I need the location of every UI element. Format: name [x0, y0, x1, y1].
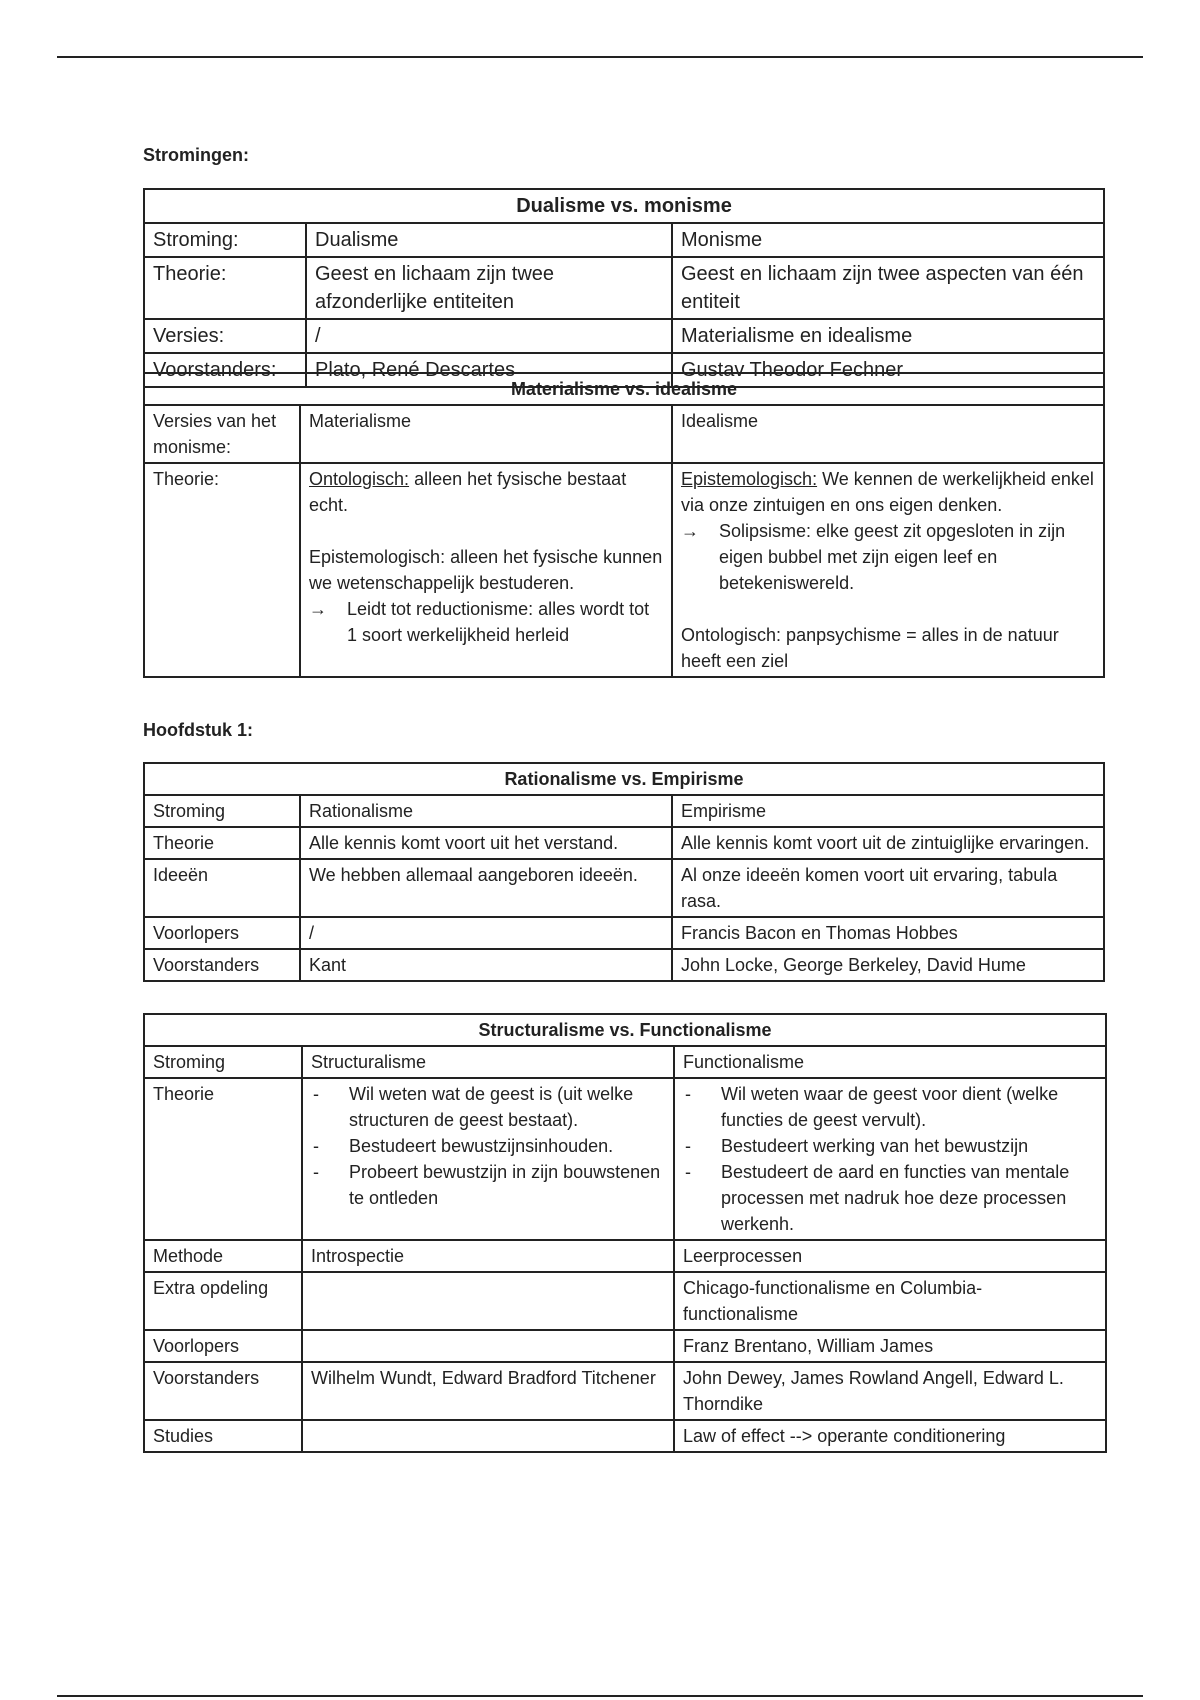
rationalisme-empirisme-table [143, 762, 1105, 982]
table-title: Rationalisme vs. Empirisme [144, 763, 1104, 795]
table-row [144, 1330, 1106, 1362]
row-label: Ideeën [144, 859, 300, 917]
term-label: Ontologisch: [309, 469, 410, 489]
term-text: We kennen de werkelijkheid enkel via onze zintuigen en ons eigen denken. [681, 469, 1094, 515]
table-row [144, 223, 1104, 257]
cell-functionalisme: John Dewey, James Rowland Angell, Edward L. Thorndike [674, 1362, 1106, 1420]
row-label: Voorlopers [144, 917, 300, 949]
bullet-item: - Wil weten wat de geest is (uit welke structuren de geest bestaat). [311, 1081, 665, 1133]
table-row [144, 949, 1104, 981]
cell-structuralisme: Introspectie [302, 1240, 674, 1272]
row-label: Voorstanders [144, 1362, 302, 1420]
row-label: Voorstanders [144, 949, 300, 981]
cell-empirisme: Empirisme [672, 795, 1104, 827]
cell-monisme: Geest en lichaam zijn twee aspecten van één entiteit [672, 257, 1104, 319]
row-label: Versies van het monisme: [144, 405, 300, 463]
table-row [144, 795, 1104, 827]
row-label: Theorie [144, 827, 300, 859]
footer-rule [57, 1695, 1143, 1697]
cell-idealisme-theory [672, 463, 1104, 677]
cell-structuralisme [302, 1420, 674, 1452]
row-label: Theorie: [144, 257, 306, 319]
cell-functionalisme-theory [674, 1078, 1106, 1240]
table-row [144, 319, 1104, 353]
table-row [144, 405, 1104, 463]
cell-dualisme: Plato, René Descartes [306, 353, 672, 387]
cell-rationalisme: Rationalisme [300, 795, 672, 827]
row-label: Voorlopers [144, 1330, 302, 1362]
row-label: Stroming [144, 795, 300, 827]
cell-dualisme: Geest en lichaam zijn twee afzonderlijke entiteiten [306, 257, 672, 319]
table-title: Materialisme vs. idealisme [144, 373, 1104, 405]
table-row [144, 463, 1104, 677]
structuralisme-functionalisme-table [143, 1013, 1107, 1453]
bullet-item: - Probeert bewustzijn in zijn bouwstenen te ontleden [311, 1159, 665, 1211]
table-row [144, 917, 1104, 949]
term-label: Epistemologisch: [681, 469, 818, 489]
table-row [144, 1046, 1106, 1078]
row-label: Stroming: [144, 223, 306, 257]
table-row [144, 1420, 1106, 1452]
cell-rationalisme: We hebben allemaal aangeboren ideeën. [300, 859, 672, 917]
cell-structuralisme-theory [302, 1078, 674, 1240]
cell-monisme: Materialisme en idealisme [672, 319, 1104, 353]
cell-empirisme: Francis Bacon en Thomas Hobbes [672, 917, 1104, 949]
row-label: Voorstanders: [144, 353, 306, 387]
cell-functionalisme: Law of effect --> operante conditionering [674, 1420, 1106, 1452]
table-row [144, 827, 1104, 859]
cell-rationalisme: Alle kennis komt voort uit het verstand. [300, 827, 672, 859]
arrow-item: → Solipsisme: elke geest zit opgesloten in zijn eigen bubbel met zijn eigen leef en betekeniswereld. [681, 518, 1095, 596]
term-text: alleen het fysische bestaat echt. [309, 469, 627, 515]
paragraph: Epistemologisch: alleen het fysische kunnen we wetenschappelijk bestuderen. [309, 547, 663, 593]
dualisme-monisme-table [143, 188, 1105, 388]
cell-structuralisme [302, 1272, 674, 1330]
arrow-item: → Leidt tot reductionisme: alles wordt tot 1 soort werkelijkheid herleid [309, 596, 663, 648]
bullet-item: - Bestudeert werking van het bewustzijn [683, 1133, 1097, 1159]
table-title: Dualisme vs. monisme [144, 189, 1104, 223]
cell-functionalisme: Leerprocessen [674, 1240, 1106, 1272]
cell-dualisme: Dualisme [306, 223, 672, 257]
bullet-item: - Bestudeert bewustzijnsinhouden. [311, 1133, 665, 1159]
table-title: Structuralisme vs. Functionalisme [144, 1014, 1106, 1046]
cell-monisme: Monisme [672, 223, 1104, 257]
cell-structuralisme [302, 1330, 674, 1362]
row-label: Theorie: [144, 463, 300, 677]
row-label: Extra opdeling [144, 1272, 302, 1330]
cell-functionalisme: Franz Brentano, William James [674, 1330, 1106, 1362]
cell-functionalisme: Chicago-functionalisme en Columbia-functionalisme [674, 1272, 1106, 1330]
section-heading-stromingen: Stromingen: [143, 145, 249, 165]
cell-structuralisme: Wilhelm Wundt, Edward Bradford Titchener [302, 1362, 674, 1420]
cell-empirisme: Al onze ideeën komen voort uit ervaring, tabula rasa. [672, 859, 1104, 917]
cell-materialisme-theory [300, 463, 672, 677]
cell-empirisme: Alle kennis komt voort uit de zintuiglijke ervaringen. [672, 827, 1104, 859]
table-row [144, 257, 1104, 319]
cell-empirisme: John Locke, George Berkeley, David Hume [672, 949, 1104, 981]
table-row [144, 1240, 1106, 1272]
cell-idealisme: Idealisme [672, 405, 1104, 463]
row-label: Versies: [144, 319, 306, 353]
paragraph: Ontologisch: panpsychisme = alles in de natuur heeft een ziel [681, 625, 1059, 671]
row-label: Stroming [144, 1046, 302, 1078]
cell-monisme: Gustav Theodor Fechner [672, 353, 1104, 387]
cell-materialisme: Materialisme [300, 405, 672, 463]
cell-rationalisme: / [300, 917, 672, 949]
table-row [144, 1272, 1106, 1330]
bullet-item: - Bestudeert de aard en functies van mentale processen met nadruk hoe deze processen werkenh. [683, 1159, 1097, 1237]
cell-functionalisme: Functionalisme [674, 1046, 1106, 1078]
cell-structuralisme: Structuralisme [302, 1046, 674, 1078]
table-row [144, 859, 1104, 917]
row-label: Theorie [144, 1078, 302, 1240]
cell-dualisme: / [306, 319, 672, 353]
row-label: Studies [144, 1420, 302, 1452]
table-row [144, 1078, 1106, 1240]
cell-rationalisme: Kant [300, 949, 672, 981]
materialisme-idealisme-table [143, 372, 1105, 678]
row-label: Methode [144, 1240, 302, 1272]
table-row [144, 1362, 1106, 1420]
header-rule [57, 56, 1143, 58]
bullet-item: - Wil weten waar de geest voor dient (welke functies de geest vervult). [683, 1081, 1097, 1133]
section-heading-hoofdstuk-1: Hoofdstuk 1: [143, 720, 253, 740]
